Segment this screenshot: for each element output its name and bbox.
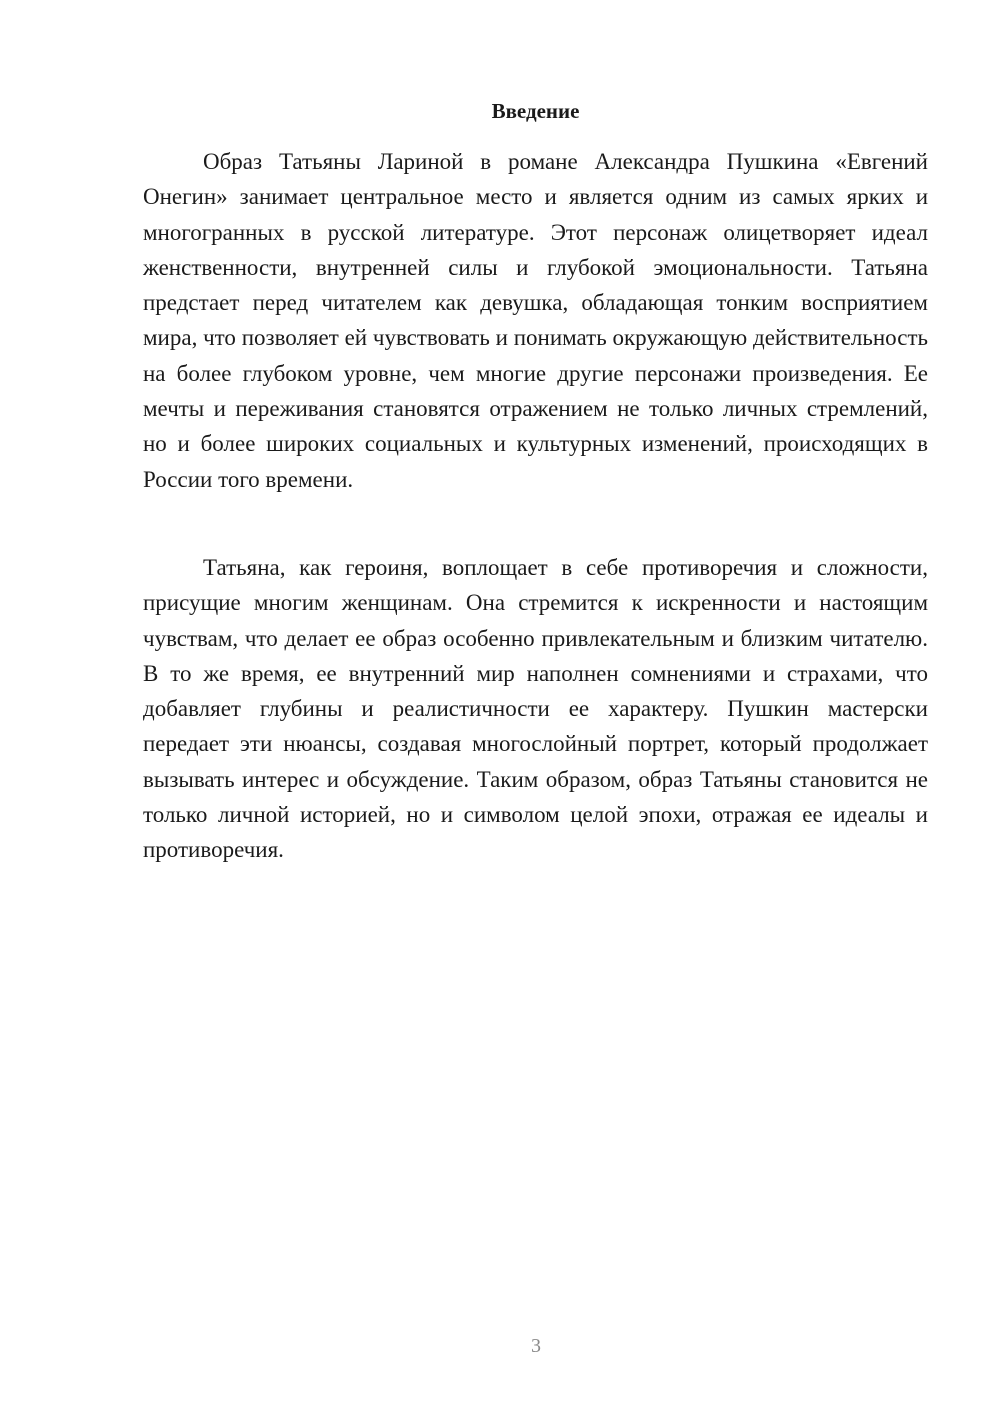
page-number: 3: [531, 1335, 541, 1357]
paragraph-1: Образ Татьяны Лариной в романе Александра Пушкина «Евгений Онегин» занимает центральное место и является одним из самых ярких и многогранных в русской литературе. Этот персонаж олицетворяет идеал женственности, внутренней силы и глубокой эмоциональности. Татьяна предстает перед читателем как девушка, обладающая тонким восприятием мира, что позволяет ей чувствовать и понимать окружающую действительность на более глубоком уровне, чем многие другие персонажи произведения. Ее мечты и переживания становятся отражением не только личных стремлений, но и более широких социальных и культурных изменений, происходящих в России того времени.: [143, 149, 928, 492]
paragraph-2: Татьяна, как героиня, воплощает в себе противоречия и сложности, присущие многим женщинам. Она стремится к искренности и настоящим чувствам, что делает ее образ особенно привлекательным и близким читателю. В то же время, ее внутренний мир наполнен сомнениями и страхами, что добавляет глубины и реалистичности ее характеру. Пушкин мастерски передает эти нюансы, создавая многослойный портрет, который продолжает вызывать интерес и обсуждение. Таким образом, образ Татьяны становится не только личной историей, но и символом целой эпохи, отражая ее идеалы и противоречия.: [143, 555, 928, 863]
section-heading: Введение: [491, 99, 580, 123]
